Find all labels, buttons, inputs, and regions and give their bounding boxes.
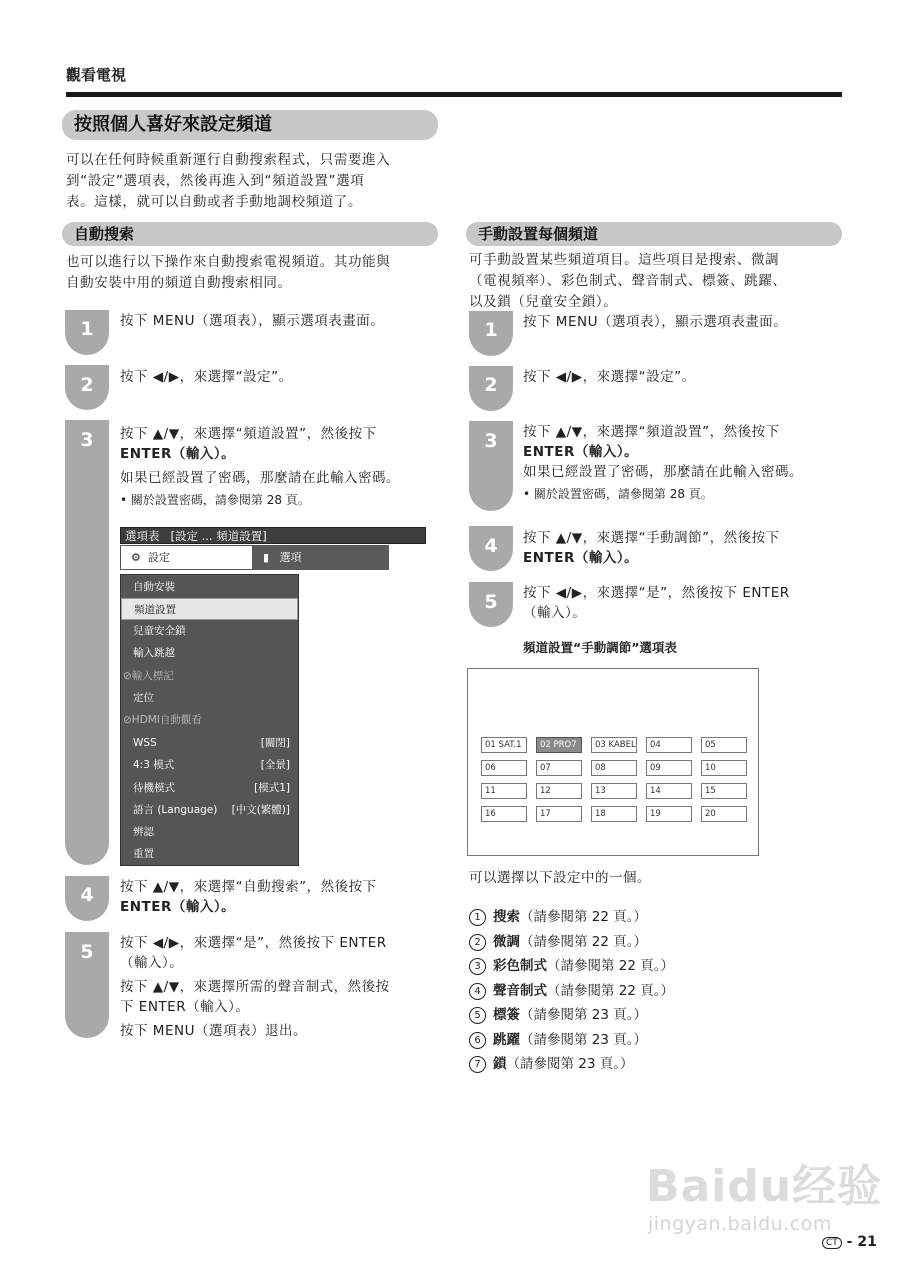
option-icon: ▮ xyxy=(263,551,270,564)
step-number: 1 xyxy=(484,319,498,341)
menu-item[interactable]: 自動安裝 xyxy=(133,581,175,593)
step-text: 按下 ◀/▶，來選擇“設定”。 xyxy=(120,369,293,385)
option-item: 1 搜索（請參閱第 22 頁。） xyxy=(469,905,829,930)
step-note: • 關於設置密碼，請參閱第 28 頁。 xyxy=(120,493,310,507)
menu-item[interactable]: WSS [關閉] xyxy=(133,737,290,749)
channel-cell[interactable]: 19 xyxy=(646,806,692,822)
channel-cell[interactable]: 10 xyxy=(701,760,747,776)
channel-cell[interactable]: 11 xyxy=(481,783,527,799)
tab-setup[interactable]: ⚙ 設定 xyxy=(120,545,253,570)
channel-cell[interactable]: 09 xyxy=(646,760,692,776)
channel-cell[interactable]: 05 xyxy=(701,737,747,753)
watermark-url: jingyan.baidu.com xyxy=(648,1213,832,1235)
step-text: 按下 ▲/▼，來選擇“自動搜索”，然後按下 ENTER（輸入）。 xyxy=(120,879,377,915)
channel-cell[interactable]: 04 xyxy=(646,737,692,753)
channel-cell[interactable]: 13 xyxy=(591,783,637,799)
step-number: 4 xyxy=(80,884,94,906)
menu-item[interactable]: 語言 (Language) [中文(繁體)] xyxy=(133,804,290,816)
watermark-logo: Baidu经验 xyxy=(646,1161,883,1212)
step-text: 按下 ◀/▶，來選擇“是”，然後按下 ENTER （輸入）。 按下 ▲/▼，來選擇所需的聲音制式，然後按 下 ENTER（輸入）。 按下 MENU（選項表）退出。 xyxy=(120,935,390,1039)
page-title: 按照個人喜好來設定頻道 xyxy=(62,110,438,140)
menu-item[interactable]: 4:3 模式 [全景] xyxy=(133,759,290,771)
step-number: 5 xyxy=(484,591,498,613)
menu-item[interactable]: 待機模式 [模式1] xyxy=(133,782,290,794)
channel-cell[interactable]: 01 SAT.1 xyxy=(481,737,527,753)
step-number: 3 xyxy=(80,429,94,451)
option-item: 4 聲音制式（請參閱第 22 頁。） xyxy=(469,979,829,1004)
channel-cell[interactable]: 08 xyxy=(591,760,637,776)
step-text: 按下 ◀/▶，來選擇“設定”。 xyxy=(523,369,696,385)
tab-option[interactable]: ▮ 選項 xyxy=(253,545,389,570)
select-text: 可以選擇以下設定中的一個。 xyxy=(469,870,651,886)
option-item: 2 微調（請參閱第 22 頁。） xyxy=(469,930,829,955)
intro-paragraph: 可以在任何時候重新運行自動搜索程式，只需要進入 到“設定”選項表，然後再進入到“頻道設置”選項 表。這樣，就可以自動或者手動地調校頻道了。 xyxy=(66,152,391,210)
channel-grid xyxy=(467,668,759,856)
step-text: 按下 ◀/▶，來選擇“是”，然後按下 ENTER （輸入）。 xyxy=(523,585,790,621)
step-text: 按下 MENU（選項表），顯示選項表畫面。 xyxy=(523,314,788,330)
option-item: 6 跳躍（請參閱第 23 頁。） xyxy=(469,1028,829,1053)
step-text: 按下 ▲/▼，來選擇“手動調節”，然後按下 ENTER（輸入）。 xyxy=(523,530,780,566)
option-item: 3 彩色制式（請參閱第 22 頁。） xyxy=(469,954,829,979)
menu-item-disabled: ⊘HDMI自動觀看 xyxy=(123,714,202,726)
channel-cell[interactable]: 15 xyxy=(701,783,747,799)
step-number: 4 xyxy=(484,535,498,557)
channel-cell[interactable]: 06 xyxy=(481,760,527,776)
option-item: 5 標簽（請參閱第 23 頁。） xyxy=(469,1003,829,1028)
channel-cell[interactable]: 16 xyxy=(481,806,527,822)
menu-item[interactable]: 重置 xyxy=(133,848,154,860)
menu-item[interactable]: 辨認 xyxy=(133,826,154,838)
channel-cell[interactable]: 14 xyxy=(646,783,692,799)
step-text: 按下 ▲/▼，來選擇“頻道設置”，然後按下 ENTER（輸入）。 如果已經設置了密碼，那麼請在此輸入密碼。 xyxy=(120,426,400,486)
menu-item[interactable]: 定位 xyxy=(133,692,154,704)
option-item: 7 鎖（請參閱第 23 頁。） xyxy=(469,1052,829,1077)
step-number: 5 xyxy=(80,941,94,963)
step-number: 2 xyxy=(80,374,94,396)
channel-cell[interactable]: 17 xyxy=(536,806,582,822)
menu-list xyxy=(120,574,299,866)
channel-cell[interactable]: 18 xyxy=(591,806,637,822)
menu-item-disabled: ⊘輸入標記 xyxy=(123,670,174,682)
manual-setup-heading: 手動設置每個頻道 xyxy=(466,222,842,246)
manual-setup-desc: 可手動設置某些頻道項目。這些項目是搜索、微調 （電視頻率）、彩色制式、聲音制式、標簽、跳躍、 以及鎖（兒童安全鎖）。 xyxy=(469,252,787,310)
section-title: 觀看電視 xyxy=(66,66,127,84)
channel-cell[interactable]: 12 xyxy=(536,783,582,799)
channel-cell[interactable]: 07 xyxy=(536,760,582,776)
menu-item[interactable]: 輸入跳越 xyxy=(133,647,175,659)
auto-search-desc: 也可以進行以下操作來自動搜索電視頻道。其功能與 自動安裝中用的頻道自動搜索相同。 xyxy=(66,254,391,291)
menu-item[interactable]: 兒童安全鎖 xyxy=(133,625,186,637)
step-note: • 關於設置密碼，請參閱第 28 頁。 xyxy=(523,487,713,501)
step-marker xyxy=(65,420,109,865)
step-text: 按下 MENU（選項表），顯示選項表畫面。 xyxy=(120,313,385,329)
page-number: CT - 21 xyxy=(822,1234,877,1250)
grid-caption: 頻道設置“手動調節”選項表 xyxy=(523,640,677,655)
header-rule xyxy=(66,92,842,97)
setup-icon: ⚙ xyxy=(131,551,141,564)
auto-search-heading: 自動搜索 xyxy=(62,222,438,246)
channel-cell[interactable]: 03 KABEL xyxy=(591,737,637,753)
step-number: 3 xyxy=(484,430,498,452)
channel-cell[interactable]: 20 xyxy=(701,806,747,822)
channel-cell-selected[interactable]: 02 PRO7 xyxy=(536,737,582,753)
step-text: 按下 ▲/▼，來選擇“頻道設置”，然後按下 ENTER（輸入）。 如果已經設置了密碼，那麼請在此輸入密碼。 xyxy=(523,424,803,480)
menu-item-selected[interactable]: 頻道設置 xyxy=(121,598,298,620)
options-list xyxy=(469,905,829,1077)
step-number: 1 xyxy=(80,318,94,340)
menu-header: 選項表 [設定 ... 頻道設置] xyxy=(120,527,426,544)
step-number: 2 xyxy=(484,374,498,396)
